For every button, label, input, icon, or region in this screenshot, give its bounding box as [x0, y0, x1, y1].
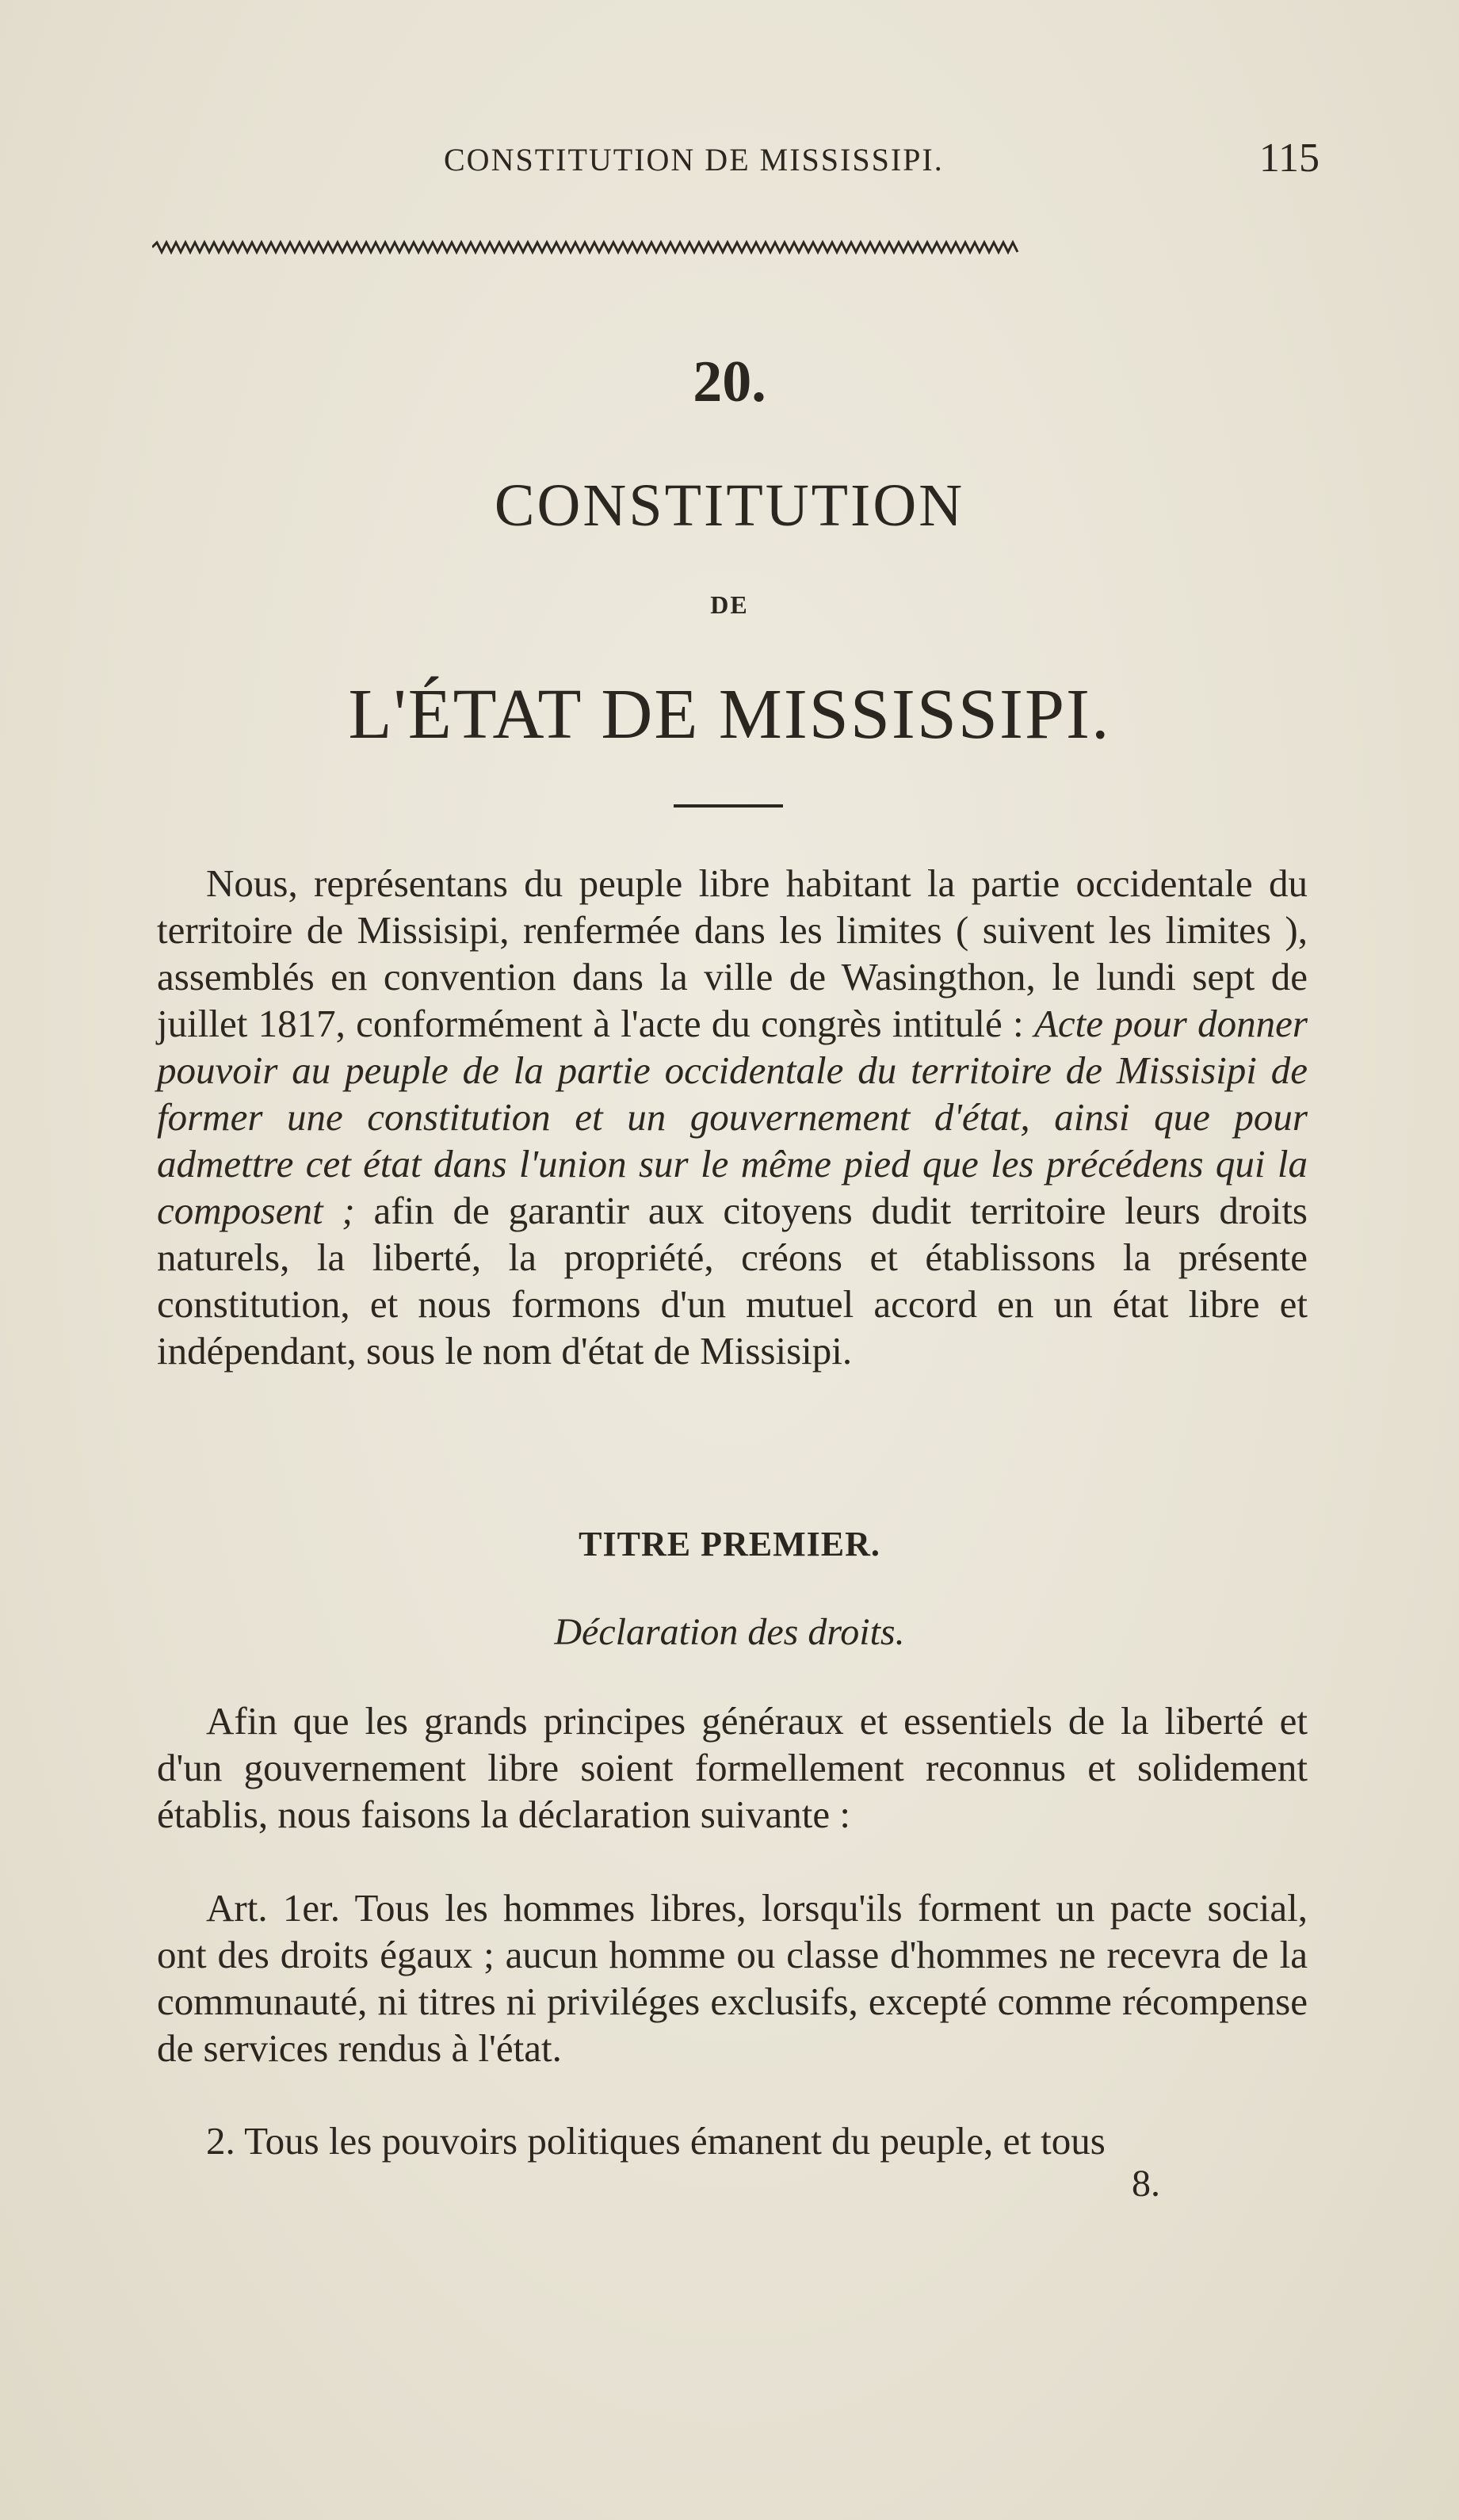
title-line-constitution: CONSTITUTION — [494, 472, 965, 539]
section-heading: TITRE PREMIER. — [579, 1525, 880, 1564]
running-head: CONSTITUTION DE MISSISSIPI. — [444, 142, 944, 178]
preamble-paragraph — [157, 860, 1308, 1374]
title-line-de: DE — [710, 590, 749, 619]
page-header — [159, 136, 1320, 197]
intro-paragraph: Afin que les grands principes généraux et essentiels de la liberté et d'un gouvernement libre soient formellement reconnus et solidement établis, nous faisons la déclaration suivante : — [157, 1699, 1308, 1836]
preamble-text: Nous, représentans du peuple libre habitant la partie occidentale du territoire de Missisipi, renfermée dans les limites ( suivent les limites ), assemblés en convention dans la ville de Wasingthon, le lundi sept de juillet 1817, conformément à l'acte du congrès intitulé : — [157, 861, 1308, 1045]
article-1: Art. 1er. Tous les hommes libres, lorsqu'ils forment un pacte social, ont des droits égaux ; aucun homme ou classe d'hommes ne recevra de la communauté, ni titres ni priviléges exclusifs, excepté comme récompense de services rendus à l'état. — [157, 1886, 1308, 2070]
act-title-italic: Acte pour donner pouvoir au peuple de la partie occidentale du territoire de Missisipi de former une constitution et un gouvernement d'état, ainsi que pour admettre cet état dans l'union sur le même pied que les précédens qui la composent ; — [157, 1002, 1308, 1232]
ornamental-wavy-rule — [152, 238, 1311, 257]
article-2: 2. Tous les pouvoirs politiques émanent du peuple, et tous — [206, 2119, 1106, 2163]
preamble-text-end: afin de garantir aux citoyens dudit territoire leurs droits naturels, la liberté, la propriété, créons et établissons la présente constitution, et nous formons d'un mutuel accord en un état libre et indépendant, sous le nom d'état de Missisipi. — [157, 1189, 1308, 1373]
page-number: 115 — [1258, 136, 1320, 181]
signature-mark: 8. — [1132, 2163, 1160, 2205]
title-line-state: L'ÉTAT DE MISSISSIPI. — [348, 675, 1111, 754]
document-number: 20. — [693, 349, 766, 414]
short-rule — [674, 804, 783, 808]
section-subheading: Déclaration des droits. — [554, 1611, 905, 1653]
